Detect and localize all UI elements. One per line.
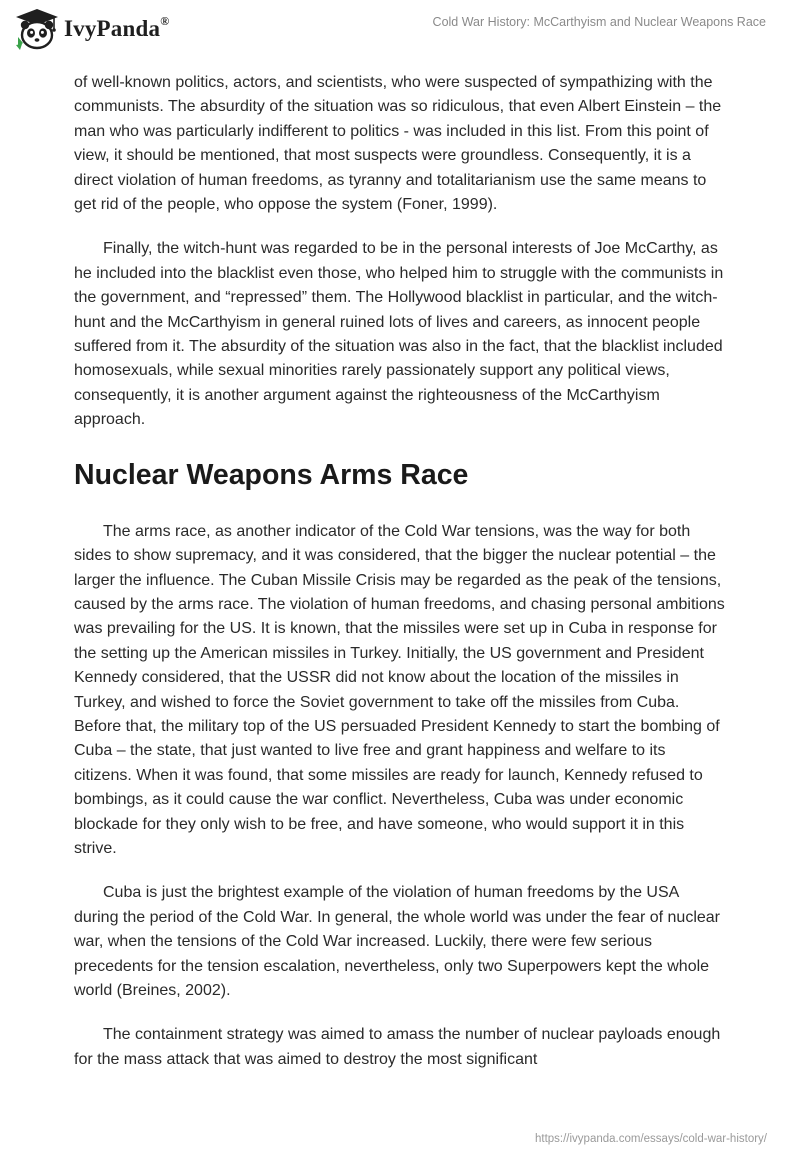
panda-graduate-icon [14, 7, 60, 51]
page-header [0, 0, 800, 70]
registered-mark: ® [160, 14, 170, 28]
essay-content [74, 71, 726, 1092]
paragraph-2: Finally, the witch-hunt was regarded to be in the personal interests of Joe McCarthy, as he included into the blacklist even those, who helped him to struggle with the communists in the government, and “repressed” them. The Hollywood blacklist in particular, and the witch-hunt and the McCarthyism in general ruined lots of lives and careers, as innocent people suffered from it. The absurdity of the situation was also in the fact, that the blacklist included homosexuals, while sexual minorities rarely passionately support any political views, consequently, it is another argument against the righteousness of the McCarthyism approach. [74, 240, 724, 429]
paragraph-1: of well-known politics, actors, and scientists, who were suspected of sympathizing with the communists. The absurdity of the situation was so ridiculous, that even Albert Einstein – the man who was particularly indifferent to politics - was included in this list. From this point of view, it should be mentioned, that most suspects were groundless. Consequently, it is a direct violation of human freedoms, as tyranny and totalitarianism use the same means to get rid of the people, who oppose the system (Foner, 1999). [74, 74, 722, 214]
paragraph-3: The arms race, as another indicator of the Cold War tensions, was the way for both sides to show supremacy, and it was considered, that the bigger the nuclear potential – the larger the influence. The Cuban Missile Crisis may be regarded as the peak of the tensions, caused by the arms race. The violation of human freedoms, and chasing personal ambitions was prevailing for the US. It is known, that the missiles were set up in Cuba in response for the setting up the American missiles in Turkey. Initially, the US government and President Kennedy considered, that the USSR did not know about the location of the missiles in Turkey, and wished to force the Soviet government to take off the missiles from Cuba. Before that, the military top of the US persuaded President Kennedy to start the bombing of Cuba – the state, that just wanted to live free and grant happiness and welfare to its citizens. When it was found, that some missiles are ready for launch, Kennedy refused to bombings, as it could cause the war conflict. Nevertheless, Cuba was under economic blockade for they only wish to be free, and have someone, who would support it in this strive. [74, 522, 725, 857]
ivypanda-logo[interactable] [14, 7, 169, 51]
paragraph-5: The containment strategy was aimed to amass the number of nuclear payloads enough for the mass attack that was aimed to destroy the most significant [74, 1026, 721, 1068]
section-heading: Nuclear Weapons Arms Race [74, 458, 469, 491]
paragraph-4: Cuba is just the brightest example of the violation of human freedoms by the USA during the period of the Cold War. In general, the whole world was under the fear of nuclear war, when the tensions of the Cold War increased. Luckily, there were few serious precedents for the tension escalation, nevertheless, only two Superpowers kept the whole world (Breines, 2002). [74, 884, 721, 999]
source-url-link[interactable]: https://ivypanda.com/essays/cold-war-history/ [534, 1133, 767, 1145]
logo-text [64, 16, 169, 42]
logo-wordmark: IvyPanda [64, 16, 161, 41]
running-title: Cold War History: McCarthyism and Nuclear Weapons Race [432, 15, 766, 29]
